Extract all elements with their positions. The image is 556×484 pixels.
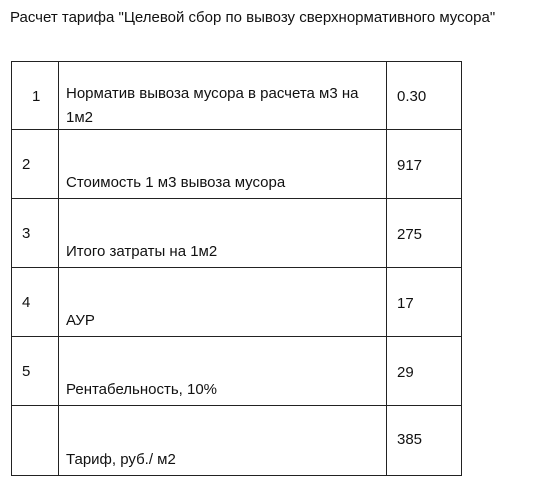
tariff-table xyxy=(11,61,462,476)
row-number-cell xyxy=(12,130,59,199)
table-row xyxy=(12,406,462,476)
table-row xyxy=(12,62,462,130)
row-number: 3 xyxy=(22,225,31,242)
row-number-cell xyxy=(12,199,59,268)
item-value-cell xyxy=(387,406,462,476)
row-number: 2 xyxy=(22,156,31,173)
row-number-cell xyxy=(12,406,59,476)
row-number-cell xyxy=(12,268,59,337)
row-number-cell xyxy=(12,337,59,406)
item-value-cell xyxy=(387,268,462,337)
item-value-cell xyxy=(387,130,462,199)
item-name-cell xyxy=(59,337,387,406)
item-value: 29 xyxy=(397,364,414,381)
item-name: Стоимость 1 м3 вывоза мусора xyxy=(66,174,286,191)
item-name: Тариф, руб./ м2 xyxy=(66,451,176,468)
item-name-cell xyxy=(59,62,387,130)
item-value: 275 xyxy=(397,226,423,243)
item-name: Рентабельность, 10% xyxy=(66,381,218,398)
item-value: 17 xyxy=(397,295,414,312)
row-number: 4 xyxy=(22,294,31,311)
item-name-cell xyxy=(59,268,387,337)
item-name: АУР xyxy=(66,312,95,329)
item-value-cell xyxy=(387,337,462,406)
row-number: 5 xyxy=(22,363,31,380)
table-row xyxy=(12,337,462,406)
item-name: Норматив вывоза мусора в расчета м3 на 1м2 xyxy=(66,85,359,126)
page-title: Расчет тарифа "Целевой сбор по вывозу сверхнормативного мусора" xyxy=(10,9,496,26)
item-name-cell xyxy=(59,130,387,199)
table-row xyxy=(12,130,462,199)
item-value: 0.30 xyxy=(397,88,427,105)
row-number-cell xyxy=(12,62,59,130)
row-number: 1 xyxy=(32,88,41,105)
table-row xyxy=(12,199,462,268)
item-name: Итого затраты на 1м2 xyxy=(66,243,218,260)
item-value-cell xyxy=(387,62,462,130)
table-row xyxy=(12,268,462,337)
item-value: 917 xyxy=(397,157,423,174)
item-name-cell xyxy=(59,199,387,268)
item-name-cell xyxy=(59,406,387,476)
item-value: 385 xyxy=(397,431,423,448)
item-value-cell xyxy=(387,199,462,268)
